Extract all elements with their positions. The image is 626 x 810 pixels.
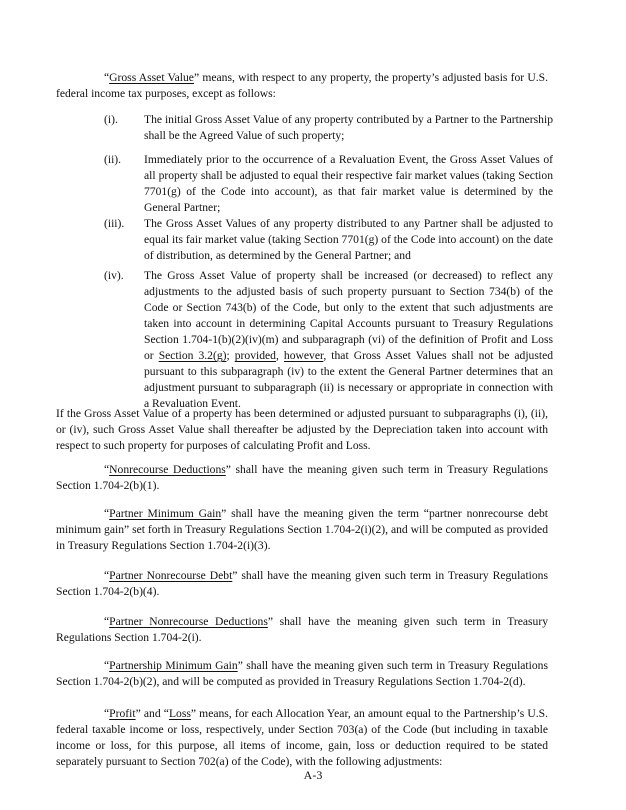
defined-term: Partner Minimum Gain	[109, 507, 222, 520]
defined-term: Profit	[109, 707, 136, 720]
defined-term: Partnership Minimum Gain	[109, 659, 238, 672]
defined-term: Gross Asset Value	[109, 71, 194, 84]
partner-nonrecourse-deductions-definition: “Partner Nonrecourse Deductions” shall have the meaning given such term in Treasury Regulations Section 1.704-2(i).	[56, 615, 548, 644]
profit-and-loss-definition: “Profit” and “Loss” means, for each Allocation Year, an amount equal to the Partnership’s U.S. federal taxable income or loss, respectively, under Section 703(a) of the Code (but including in taxable income or loss, for this purpose, all items of income, gain, loss or deduction required to be stated separately pursuant to Section 702(a) of the Code), with the following adjustments:	[56, 707, 548, 768]
nonrecourse-deductions-definition: “Nonrecourse Deductions” shall have the meaning given such term in Treasury Regulations Section 1.704-2(b)(1).	[56, 463, 548, 492]
defined-term: Partner Nonrecourse Debt	[109, 569, 233, 582]
section-reference: Section 3.2(g)	[158, 349, 227, 362]
page-number: A-3	[303, 768, 323, 782]
defined-term: Loss	[168, 707, 191, 720]
gross-asset-value-definition: “Gross Asset Value” means, with respect to any property, the property’s adjusted basis for U.S. federal income tax purposes, except as follows:	[56, 71, 548, 100]
partnership-minimum-gain-definition: “Partnership Minimum Gain” shall have the meaning given such term in Treasury Regulations Section 1.704-2(b)(2), and will be computed as provided in Treasury Regulations Section 1.704-2(d).	[56, 659, 548, 688]
partner-nonrecourse-debt-definition: “Partner Nonrecourse Debt” shall have the meaning given such term in Treasury Regulations Section 1.704-2(b)(4).	[56, 569, 548, 598]
gross-asset-value-tail: If the Gross Asset Value of a property has been determined or adjusted pursuant to subparagraphs (i), (ii), or (iv), such Gross Asset Value shall thereafter be adjusted by the Depreciation taken into account with respect to such property for purposes of calculating Profit and Loss.	[56, 407, 548, 452]
partner-minimum-gain-definition: “Partner Minimum Gain” shall have the meaning given the term “partner nonrecourse debt minimum gain” set forth in Treasury Regulations Section 1.704-2(i)(2), and will be computed as provided in Treasury Regulations Section 1.704-2(i)(3).	[56, 507, 548, 552]
defined-term: Nonrecourse Deductions	[109, 463, 226, 476]
document-page: “Gross Asset Value” means, with respect to any property, the property’s adjusted basis for U.S. federal income tax purposes, except as follows: (i). The initial Gross Asset Value of any property contributed by a Partner to the Partnership shall be the Agreed Value of such property; (ii). Immediately prior to the occurrence of a Revaluation Event, the Gross Asset Values of all property shall be adjusted to equal their respective fair market values (taking Section 7701(g) of the Code into account), as that fair market value is determined by the General Partner; (iii). The Gross Asset Values of any property distributed to any Partner shall be adjusted to equal its fair market value (taking Section 7701(g) of the Code into account) on the date of distribution, as determined by the General Partner; and (iv). The Gross Asset Value of property shall be increased (or decreased) to reflect any adjustments to the adjusted basis of such property pursuant to Section 734(b) of the Code or Section 743(b) of the Code, but only to the extent that such adjustments are taken into account in determining Capital Accounts pursuant to Treasury Regulations Section 1.704-1(b)(2)(iv)(m) and subparagraph (vi) of the definition of Profit and Loss or Section 3.2(g); provided, however, that Gross Asset Values shall not be adjusted pursuant to this subparagraph (iv) to the extent the General Partner determines that an adjustment pursuant to subparagraph (ii) is necessary or appropriate in connection with a Revaluation Event. If the Gross Asset Value of a property has been determined or adjusted pursuant to subparagraphs (i), (ii), or (iv), such Gross Asset Value shall thereafter be adjusted by the Depreciation taken into account with respect to such property for purposes of calculating Profit and Loss. “Nonrecourse Deductions” shall have the meaning given such term in Treasury Regulations Section 1.704-2(b)(1). “Partner Minimum Gain” shall have the meaning given the term “partner nonrecourse debt minimum gain” set forth in Treasury Regulations Section 1.704-2(i)(2), and will be computed as provided in Treasury Regulations Section 1.704-2(i)(3). “Partner Nonrecourse Debt” shall have the meaning given such term in Treasury Regulations Section 1.704-2(b)(4). “Partner Nonrecourse Deductions” shall have the meaning given such term in Treasury Regulations Section 1.704-2(i). “Partnership Minimum Gain” shall have the meaning given such term in Treasury Regulations Section 1.704-2(b)(2), and will be computed as provided in Treasury Regulations Section 1.704-2(d). “Profit” and “Loss” means, for each Allocation Year, an amount equal to the Partnership’s U.S. federal taxable income or loss, respectively, under Section 703(a) of the Code (but including in taxable income or loss, for this purpose, all items of income, gain, loss or deduction required to be stated separately pursuant to Section 702(a) of the Code), with the following adjustments: A-3	[0, 0, 626, 810]
defined-term: Partner Nonrecourse Deductions	[109, 615, 268, 628]
